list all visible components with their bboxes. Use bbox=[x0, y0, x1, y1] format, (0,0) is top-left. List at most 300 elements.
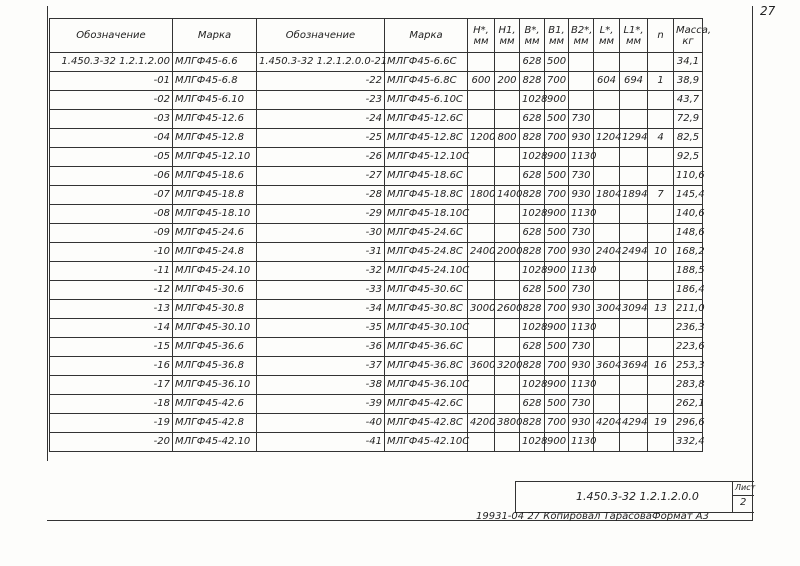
cell-h bbox=[468, 91, 495, 110]
cell-designation-1: -04 bbox=[50, 129, 173, 148]
cell-n bbox=[648, 148, 674, 167]
cell-designation-1: -13 bbox=[50, 300, 173, 319]
header-designation-2: Обозначение bbox=[257, 19, 385, 53]
cell-l1 bbox=[620, 262, 648, 281]
cell-mass: 186,4 bbox=[674, 281, 703, 300]
cell-l bbox=[594, 319, 620, 338]
cell-l bbox=[594, 281, 620, 300]
cell-mark-2: МЛГФ45-30.8С bbox=[385, 300, 468, 319]
cell-l: 4204 bbox=[594, 414, 620, 433]
cell-mass: 38,9 bbox=[674, 72, 703, 91]
table-row bbox=[50, 167, 703, 186]
header-designation-1: Обозначение bbox=[50, 19, 173, 53]
cell-b: 1028 bbox=[520, 205, 545, 224]
cell-mass: 140,6 bbox=[674, 205, 703, 224]
cell-b1: 900 bbox=[545, 91, 569, 110]
specification-table bbox=[49, 18, 712, 452]
cell-designation-1: -18 bbox=[50, 395, 173, 414]
cell-b2: 930 bbox=[569, 129, 594, 148]
cell-designation-2: -40 bbox=[257, 414, 385, 433]
cell-b1: 500 bbox=[545, 395, 569, 414]
cell-l1: 1894 bbox=[620, 186, 648, 205]
cell-b2 bbox=[569, 53, 594, 72]
cell-mark-2: МЛГФ45-18.6С bbox=[385, 167, 468, 186]
cell-b2: 930 bbox=[569, 186, 594, 205]
cell-l bbox=[594, 91, 620, 110]
table-row bbox=[50, 281, 703, 300]
cell-b: 1028 bbox=[520, 376, 545, 395]
table-row bbox=[50, 243, 703, 262]
cell-b: 1028 bbox=[520, 262, 545, 281]
cell-l1 bbox=[620, 319, 648, 338]
cell-h1 bbox=[495, 281, 520, 300]
cell-b2: 1130 bbox=[569, 148, 594, 167]
cell-b1: 700 bbox=[545, 300, 569, 319]
table-row bbox=[50, 376, 703, 395]
table-row bbox=[50, 205, 703, 224]
cell-l bbox=[594, 110, 620, 129]
table-row bbox=[50, 338, 703, 357]
table-row bbox=[50, 129, 703, 148]
cell-designation-2: -25 bbox=[257, 129, 385, 148]
cell-designation-2: -28 bbox=[257, 186, 385, 205]
cell-l1 bbox=[620, 338, 648, 357]
cell-b: 628 bbox=[520, 224, 545, 243]
footer-copied-by: 19931-04 27 Копировал Тарасова bbox=[476, 511, 652, 522]
cell-b2: 730 bbox=[569, 224, 594, 243]
cell-mark-2: МЛГФ45-6.6С bbox=[385, 53, 468, 72]
cell-l: 1804 bbox=[594, 186, 620, 205]
cell-mark-1: МЛГФ45-6.6 bbox=[173, 53, 257, 72]
cell-mark-2: МЛГФ45-18.8С bbox=[385, 186, 468, 205]
cell-h bbox=[468, 53, 495, 72]
cell-n bbox=[648, 281, 674, 300]
cell-b1: 700 bbox=[545, 357, 569, 376]
stamp-divider bbox=[732, 482, 733, 512]
cell-mass: 236,3 bbox=[674, 319, 703, 338]
cell-designation-2: -32 bbox=[257, 262, 385, 281]
cell-mass: 145,4 bbox=[674, 186, 703, 205]
cell-mark-2: МЛГФ45-30.10С bbox=[385, 319, 468, 338]
table-row bbox=[50, 262, 703, 281]
cell-l1 bbox=[620, 148, 648, 167]
cell-mark-1: МЛГФ45-24.6 bbox=[173, 224, 257, 243]
cell-designation-2: -38 bbox=[257, 376, 385, 395]
cell-mark-1: МЛГФ45-18.8 bbox=[173, 186, 257, 205]
cell-l1 bbox=[620, 110, 648, 129]
cell-designation-1: -05 bbox=[50, 148, 173, 167]
cell-b1: 700 bbox=[545, 414, 569, 433]
cell-b: 1028 bbox=[520, 148, 545, 167]
cell-h bbox=[468, 224, 495, 243]
cell-mark-2: МЛГФ45-42.10С bbox=[385, 433, 468, 452]
cell-b: 628 bbox=[520, 338, 545, 357]
cell-b1: 900 bbox=[545, 319, 569, 338]
stamp-sheet-label: Лист bbox=[735, 483, 756, 492]
cell-h bbox=[468, 167, 495, 186]
cell-n: 10 bbox=[648, 243, 674, 262]
cell-b2: 730 bbox=[569, 167, 594, 186]
cell-l: 3004 bbox=[594, 300, 620, 319]
cell-mark-2: МЛГФ45-12.10С bbox=[385, 148, 468, 167]
header-b2: B2*, мм bbox=[569, 19, 594, 53]
cell-h1 bbox=[495, 262, 520, 281]
cell-designation-1: -11 bbox=[50, 262, 173, 281]
table-row bbox=[50, 186, 703, 205]
cell-b2: 1130 bbox=[569, 205, 594, 224]
cell-mark-1: МЛГФ45-6.8 bbox=[173, 72, 257, 91]
cell-h1 bbox=[495, 205, 520, 224]
cell-h1: 2000 bbox=[495, 243, 520, 262]
cell-l: 3604 bbox=[594, 357, 620, 376]
cell-l1: 3094 bbox=[620, 300, 648, 319]
cell-h1 bbox=[495, 110, 520, 129]
cell-designation-1: 1.450.3-32 1.2.1.2.00 bbox=[50, 53, 173, 72]
cell-b2: 730 bbox=[569, 281, 594, 300]
cell-b1: 900 bbox=[545, 205, 569, 224]
cell-b: 828 bbox=[520, 72, 545, 91]
cell-h1 bbox=[495, 376, 520, 395]
cell-mass: 34,1 bbox=[674, 53, 703, 72]
stamp-sheet-number: 2 bbox=[740, 497, 747, 508]
cell-b2: 1130 bbox=[569, 262, 594, 281]
cell-b: 1028 bbox=[520, 319, 545, 338]
cell-h: 2400 bbox=[468, 243, 495, 262]
cell-mass: 82,5 bbox=[674, 129, 703, 148]
cell-l1: 3694 bbox=[620, 357, 648, 376]
header-n: n bbox=[648, 19, 674, 53]
cell-b2 bbox=[569, 91, 594, 110]
cell-b: 1028 bbox=[520, 433, 545, 452]
cell-h1: 3800 bbox=[495, 414, 520, 433]
cell-mark-2: МЛГФ45-42.6С bbox=[385, 395, 468, 414]
cell-mark-2: МЛГФ45-24.8С bbox=[385, 243, 468, 262]
cell-mark-1: МЛГФ45-42.10 bbox=[173, 433, 257, 452]
cell-b: 628 bbox=[520, 395, 545, 414]
cell-h1 bbox=[495, 338, 520, 357]
cell-l1 bbox=[620, 433, 648, 452]
cell-mark-2: МЛГФ45-30.6С bbox=[385, 281, 468, 300]
cell-designation-2: -33 bbox=[257, 281, 385, 300]
cell-l1: 4294 bbox=[620, 414, 648, 433]
cell-designation-1: -12 bbox=[50, 281, 173, 300]
header-b: B*, мм bbox=[520, 19, 545, 53]
cell-b1: 700 bbox=[545, 186, 569, 205]
cell-l bbox=[594, 53, 620, 72]
header-l: L*, мм bbox=[594, 19, 620, 53]
cell-l bbox=[594, 167, 620, 186]
cell-h: 4200 bbox=[468, 414, 495, 433]
cell-h1 bbox=[495, 167, 520, 186]
cell-designation-2: -34 bbox=[257, 300, 385, 319]
cell-l1 bbox=[620, 376, 648, 395]
cell-n bbox=[648, 224, 674, 243]
cell-mass: 332,4 bbox=[674, 433, 703, 452]
cell-l1: 2494 bbox=[620, 243, 648, 262]
cell-designation-1: -02 bbox=[50, 91, 173, 110]
cell-mark-1: МЛГФ45-36.6 bbox=[173, 338, 257, 357]
cell-mass: 92,5 bbox=[674, 148, 703, 167]
cell-l1 bbox=[620, 281, 648, 300]
cell-designation-1: -03 bbox=[50, 110, 173, 129]
cell-n bbox=[648, 376, 674, 395]
cell-b2: 1130 bbox=[569, 376, 594, 395]
cell-l bbox=[594, 205, 620, 224]
table-row bbox=[50, 91, 703, 110]
cell-mark-1: МЛГФ45-36.10 bbox=[173, 376, 257, 395]
cell-h bbox=[468, 319, 495, 338]
cell-h bbox=[468, 110, 495, 129]
cell-n bbox=[648, 53, 674, 72]
cell-l bbox=[594, 395, 620, 414]
cell-designation-2: -27 bbox=[257, 167, 385, 186]
cell-mark-1: МЛГФ45-24.10 bbox=[173, 262, 257, 281]
cell-h: 1200 bbox=[468, 129, 495, 148]
cell-l1 bbox=[620, 167, 648, 186]
cell-mass: 223,6 bbox=[674, 338, 703, 357]
cell-designation-1: -16 bbox=[50, 357, 173, 376]
table-row bbox=[50, 433, 703, 452]
cell-b1: 700 bbox=[545, 72, 569, 91]
cell-mark-1: МЛГФ45-30.10 bbox=[173, 319, 257, 338]
cell-h1 bbox=[495, 53, 520, 72]
cell-h bbox=[468, 433, 495, 452]
cell-l1 bbox=[620, 91, 648, 110]
cell-mark-1: МЛГФ45-24.8 bbox=[173, 243, 257, 262]
cell-b1: 900 bbox=[545, 376, 569, 395]
frame-right-border bbox=[752, 6, 753, 520]
header-mark-1: Марка bbox=[173, 19, 257, 53]
cell-designation-2: -23 bbox=[257, 91, 385, 110]
cell-mark-1: МЛГФ45-42.8 bbox=[173, 414, 257, 433]
cell-n bbox=[648, 110, 674, 129]
cell-b2: 1130 bbox=[569, 319, 594, 338]
cell-l1 bbox=[620, 205, 648, 224]
cell-l bbox=[594, 376, 620, 395]
cell-mass: 168,2 bbox=[674, 243, 703, 262]
cell-h: 3600 bbox=[468, 357, 495, 376]
cell-designation-2: -29 bbox=[257, 205, 385, 224]
cell-designation-1: -10 bbox=[50, 243, 173, 262]
cell-l bbox=[594, 338, 620, 357]
cell-mark-2: МЛГФ45-12.8С bbox=[385, 129, 468, 148]
cell-designation-2: -26 bbox=[257, 148, 385, 167]
cell-n: 4 bbox=[648, 129, 674, 148]
cell-l1 bbox=[620, 53, 648, 72]
header-mark-2: Марка bbox=[385, 19, 468, 53]
cell-h bbox=[468, 205, 495, 224]
cell-n bbox=[648, 262, 674, 281]
cell-n bbox=[648, 319, 674, 338]
cell-b: 828 bbox=[520, 357, 545, 376]
cell-h1: 3200 bbox=[495, 357, 520, 376]
cell-designation-1: -15 bbox=[50, 338, 173, 357]
cell-h: 3000 bbox=[468, 300, 495, 319]
header-h: H*, мм bbox=[468, 19, 495, 53]
cell-mass: 253,3 bbox=[674, 357, 703, 376]
table-body bbox=[50, 53, 703, 452]
cell-mark-2: МЛГФ45-12.6С bbox=[385, 110, 468, 129]
cell-mass: 148,6 bbox=[674, 224, 703, 243]
cell-mark-2: МЛГФ45-36.8С bbox=[385, 357, 468, 376]
cell-n: 7 bbox=[648, 186, 674, 205]
cell-mark-2: МЛГФ45-42.8С bbox=[385, 414, 468, 433]
cell-l bbox=[594, 262, 620, 281]
cell-l1: 694 bbox=[620, 72, 648, 91]
cell-b2: 1130 bbox=[569, 433, 594, 452]
cell-designation-1: -07 bbox=[50, 186, 173, 205]
cell-n: 16 bbox=[648, 357, 674, 376]
cell-designation-1: -01 bbox=[50, 72, 173, 91]
cell-h1 bbox=[495, 148, 520, 167]
cell-mark-1: МЛГФ45-42.6 bbox=[173, 395, 257, 414]
cell-mark-1: МЛГФ45-18.10 bbox=[173, 205, 257, 224]
cell-designation-1: -09 bbox=[50, 224, 173, 243]
table-row bbox=[50, 300, 703, 319]
cell-h bbox=[468, 338, 495, 357]
cell-b: 828 bbox=[520, 300, 545, 319]
cell-l1 bbox=[620, 395, 648, 414]
cell-b1: 500 bbox=[545, 224, 569, 243]
cell-mass: 72,9 bbox=[674, 110, 703, 129]
cell-b: 828 bbox=[520, 129, 545, 148]
cell-designation-1: -20 bbox=[50, 433, 173, 452]
cell-n bbox=[648, 433, 674, 452]
cell-l: 1204 bbox=[594, 129, 620, 148]
header-h1: H1, мм bbox=[495, 19, 520, 53]
cell-b2: 730 bbox=[569, 110, 594, 129]
cell-mark-1: МЛГФ45-36.8 bbox=[173, 357, 257, 376]
cell-h bbox=[468, 281, 495, 300]
cell-h bbox=[468, 395, 495, 414]
cell-b: 1028 bbox=[520, 91, 545, 110]
header-b1: B1, мм bbox=[545, 19, 569, 53]
cell-mark-1: МЛГФ45-12.6 bbox=[173, 110, 257, 129]
cell-l bbox=[594, 433, 620, 452]
cell-designation-2: -22 bbox=[257, 72, 385, 91]
cell-h1: 200 bbox=[495, 72, 520, 91]
cell-h1 bbox=[495, 224, 520, 243]
cell-b1: 700 bbox=[545, 129, 569, 148]
stamp-divider-horizontal bbox=[732, 495, 754, 496]
cell-h1: 1400 bbox=[495, 186, 520, 205]
cell-designation-1: -06 bbox=[50, 167, 173, 186]
cell-b2: 930 bbox=[569, 414, 594, 433]
cell-mass: 110,6 bbox=[674, 167, 703, 186]
table-row bbox=[50, 148, 703, 167]
cell-designation-2: -41 bbox=[257, 433, 385, 452]
cell-designation-1: -19 bbox=[50, 414, 173, 433]
cell-n bbox=[648, 205, 674, 224]
cell-designation-2: -35 bbox=[257, 319, 385, 338]
cell-b2 bbox=[569, 72, 594, 91]
cell-designation-2: -31 bbox=[257, 243, 385, 262]
cell-b1: 500 bbox=[545, 110, 569, 129]
cell-b2: 730 bbox=[569, 338, 594, 357]
table-row bbox=[50, 414, 703, 433]
cell-n bbox=[648, 338, 674, 357]
cell-mark-2: МЛГФ45-6.8С bbox=[385, 72, 468, 91]
cell-mass: 188,5 bbox=[674, 262, 703, 281]
cell-mark-2: МЛГФ45-24.6С bbox=[385, 224, 468, 243]
cell-l: 2404 bbox=[594, 243, 620, 262]
cell-mark-1: МЛГФ45-6.10 bbox=[173, 91, 257, 110]
table-row bbox=[50, 110, 703, 129]
cell-mark-1: МЛГФ45-18.6 bbox=[173, 167, 257, 186]
cell-b1: 900 bbox=[545, 148, 569, 167]
cell-mark-1: МЛГФ45-30.6 bbox=[173, 281, 257, 300]
table-row bbox=[50, 53, 703, 72]
cell-designation-2: -39 bbox=[257, 395, 385, 414]
cell-mass: 296,6 bbox=[674, 414, 703, 433]
cell-designation-2: -37 bbox=[257, 357, 385, 376]
cell-n: 19 bbox=[648, 414, 674, 433]
cell-n: 1 bbox=[648, 72, 674, 91]
cell-designation-2: -24 bbox=[257, 110, 385, 129]
cell-mark-2: МЛГФ45-6.10С bbox=[385, 91, 468, 110]
table-row bbox=[50, 395, 703, 414]
footer-format: Формат А3 bbox=[652, 511, 709, 522]
cell-designation-2: 1.450.3-32 1.2.1.2.0.0-21 bbox=[257, 53, 385, 72]
cell-mark-1: МЛГФ45-12.8 bbox=[173, 129, 257, 148]
cell-b1: 900 bbox=[545, 433, 569, 452]
cell-b: 628 bbox=[520, 110, 545, 129]
cell-b: 828 bbox=[520, 186, 545, 205]
cell-h1: 800 bbox=[495, 129, 520, 148]
cell-b2: 930 bbox=[569, 357, 594, 376]
cell-n bbox=[648, 167, 674, 186]
cell-b1: 500 bbox=[545, 338, 569, 357]
cell-b1: 700 bbox=[545, 243, 569, 262]
cell-h bbox=[468, 148, 495, 167]
cell-b1: 500 bbox=[545, 53, 569, 72]
cell-h1 bbox=[495, 91, 520, 110]
cell-designation-1: -17 bbox=[50, 376, 173, 395]
cell-n bbox=[648, 395, 674, 414]
cell-b1: 500 bbox=[545, 281, 569, 300]
cell-mark-1: МЛГФ45-30.8 bbox=[173, 300, 257, 319]
cell-n bbox=[648, 91, 674, 110]
cell-mass: 43,7 bbox=[674, 91, 703, 110]
cell-b: 828 bbox=[520, 414, 545, 433]
cell-mark-2: МЛГФ45-24.10С bbox=[385, 262, 468, 281]
cell-l1 bbox=[620, 224, 648, 243]
cell-designation-2: -36 bbox=[257, 338, 385, 357]
cell-l bbox=[594, 148, 620, 167]
cell-h1 bbox=[495, 433, 520, 452]
cell-mass: 283,8 bbox=[674, 376, 703, 395]
header-mass: Масса, кг bbox=[674, 19, 703, 53]
title-block-stamp bbox=[515, 481, 754, 513]
table-row bbox=[50, 224, 703, 243]
cell-b: 628 bbox=[520, 53, 545, 72]
cell-mark-1: МЛГФ45-12.10 bbox=[173, 148, 257, 167]
cell-h bbox=[468, 376, 495, 395]
cell-b1: 900 bbox=[545, 262, 569, 281]
cell-mark-2: МЛГФ45-18.10С bbox=[385, 205, 468, 224]
table-row bbox=[50, 357, 703, 376]
cell-designation-1: -08 bbox=[50, 205, 173, 224]
cell-mark-2: МЛГФ45-36.6С bbox=[385, 338, 468, 357]
cell-b2: 930 bbox=[569, 300, 594, 319]
cell-h1 bbox=[495, 319, 520, 338]
table-row bbox=[50, 319, 703, 338]
table-row bbox=[50, 72, 703, 91]
cell-b2: 930 bbox=[569, 243, 594, 262]
stamp-document-code: 1.450.3-32 1.2.1.2.0.0 bbox=[576, 490, 699, 503]
cell-l: 604 bbox=[594, 72, 620, 91]
header-l1: L1*, мм bbox=[620, 19, 648, 53]
